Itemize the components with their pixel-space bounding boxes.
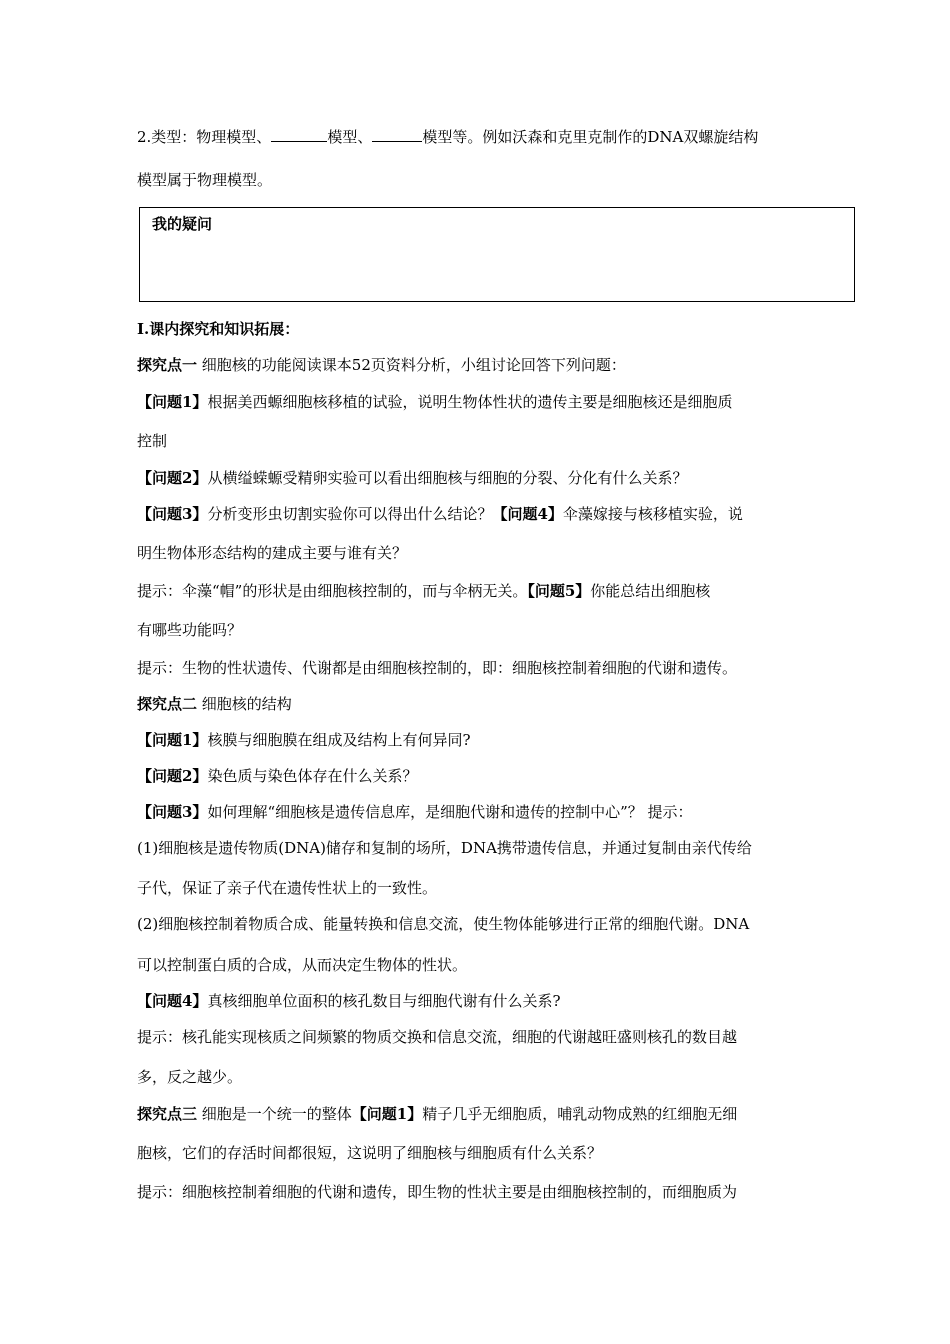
question-label: 【问题2】: [137, 469, 208, 487]
p2-answer-3: (2)细胞核控制着物质合成、能量转换和信息交流，使生物体能够进行正常的细胞代谢。DNA: [137, 915, 750, 933]
point1-heading: [137, 355, 827, 375]
question-text: 分析变形虫切割实验你可以得出什么结论？: [207, 505, 493, 523]
question-label: 【问题3】: [137, 803, 208, 821]
question-box-title: 我的疑问: [152, 215, 213, 233]
point3-heading: [137, 1104, 827, 1124]
question-text: 从横缢蝾螈受精卵实验可以看出细胞核与细胞的分裂、分化有什么关系？: [207, 469, 688, 487]
p2-q2-line: [137, 766, 827, 786]
fill-blank-1[interactable]: [271, 127, 327, 142]
p2-answer-2: 子代，保证了亲子代在遗传性状上的一致性。: [137, 879, 438, 897]
question-text: 你能总结出细胞核: [590, 582, 711, 600]
p2-answer-1: (1)细胞核是遗传物质(DNA)储存和复制的场所，DNA携带遗传信息，并通过复制由亲代传给: [137, 839, 752, 857]
point2-text: 细胞核的结构: [197, 695, 292, 713]
question-box[interactable]: [139, 207, 855, 302]
type-line-2: 模型属于物理模型。: [137, 171, 273, 189]
question-label: 【问题1】: [137, 731, 208, 749]
point3-text: 细胞是一个统一的整体: [197, 1105, 352, 1123]
question-label: 【问题3】: [137, 505, 208, 523]
p2-answer-4: 可以控制蛋白质的合成，从而决定生物体的性状。: [137, 956, 468, 974]
p2-hint-1: 提示：核孔能实现核质之间频繁的物质交换和信息交流，细胞的代谢越旺盛则核孔的数目越: [137, 1028, 738, 1046]
fill-blank-2[interactable]: [372, 127, 422, 142]
type-text-2: 模型、: [327, 128, 373, 146]
p1-q2-line: [137, 468, 827, 488]
question-text: 染色质与染色体存在什么关系？: [207, 767, 418, 785]
point3-label: 探究点三: [137, 1105, 198, 1123]
question-label: 【问题1】: [351, 1105, 423, 1123]
p1-q3-line: [137, 504, 827, 524]
question-text: 如何理解“细胞核是遗传信息库，是细胞代谢和遗传的控制中心”？ 提示：: [207, 803, 693, 821]
question-label: 【问题1】: [137, 393, 208, 411]
question-text: 真核细胞单位面积的核孔数目与细胞代谢有什么关系?: [207, 992, 561, 1010]
p1-q4-line-2: 明生物体形态结构的建成主要与谁有关？: [137, 544, 408, 562]
p1-q1-line-2: 控制: [137, 432, 168, 450]
question-text: 伞藻嫁接与核移植实验，说: [562, 505, 743, 523]
question-label: 【问题4】: [492, 505, 563, 523]
question-label: 【问题5】: [527, 582, 591, 600]
p2-q3-line: [137, 802, 827, 822]
question-label: 【问题4】: [137, 992, 208, 1010]
point1-text: 细胞核的功能阅读课本52页资料分析，小组讨论回答下列问题：: [197, 356, 626, 374]
point2-label: 探究点二: [137, 695, 198, 713]
p3-q1-line-2: 胞核，它们的存活时间都很短，这说明了细胞核与细胞质有什么关系？: [137, 1144, 603, 1162]
question-text: 根据美西螈细胞核移植的试验，说明生物体性状的遗传主要是细胞核还是细胞质: [207, 393, 733, 411]
point2-heading: [137, 694, 827, 714]
p1-hint-line: [137, 581, 827, 601]
question-text: 精子几乎无细胞质，哺乳动物成熟的红细胞无细: [422, 1105, 738, 1123]
question-text: 核膜与细胞膜在组成及结构上有何异同?: [207, 731, 471, 749]
type-text-3: 模型等。例如沃森和克里克制作的DNA双螺旋结构: [422, 128, 759, 146]
p2-q4-line: [137, 991, 827, 1011]
type-line-1: [137, 127, 827, 147]
question-label: 【问题2】: [137, 767, 208, 785]
p1-hint-2: 提示：生物的性状遗传、代谢都是由细胞核控制的，即：细胞核控制着细胞的代谢和遗传。: [137, 659, 738, 677]
type-text: 2.类型：物理模型、: [137, 128, 272, 146]
p1-q5-line-2: 有哪些功能吗？: [137, 621, 243, 639]
p2-hint-2: 多，反之越少。: [137, 1068, 243, 1086]
hint-text: 提示：伞藻“帽”的形状是由细胞核控制的，而与伞柄无关。: [137, 582, 528, 600]
point1-label: 探究点一: [137, 356, 198, 374]
p3-hint: 提示：细胞核控制着细胞的代谢和遗传，即生物的性状主要是由细胞核控制的，而细胞质为: [137, 1183, 738, 1201]
section-title: Ⅰ.课内探究和知识拓展：: [137, 320, 300, 338]
p2-q1-line: [137, 730, 827, 750]
p1-q1-line: [137, 392, 827, 412]
